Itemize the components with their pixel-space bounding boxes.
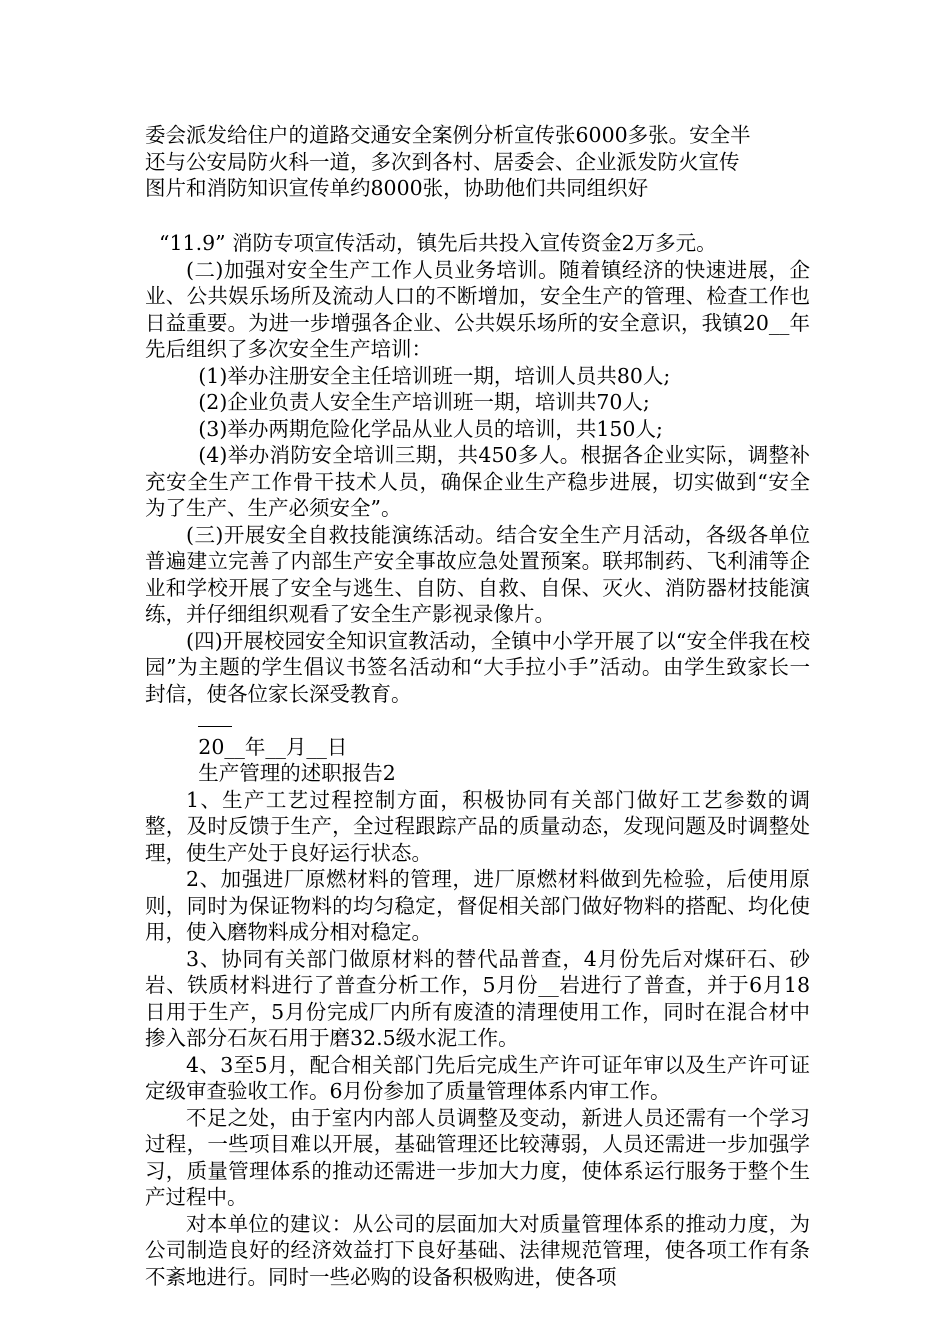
report-paragraph: 1、生产工艺过程控制方面，积极协同有关部门做好工艺参数的调整，及时反馈于生产，全过程跟踪产品的质量动态，发现问题及时调整处理，使生产处于良好运行状态。 (145, 787, 810, 865)
report-title: 生产管理的述职报告2 (198, 761, 396, 785)
top-paragraph (145, 122, 810, 202)
date-line: 20__年__月__日 (198, 734, 348, 759)
report-paragraph: 3、协同有关部门做原材料的替代品普查，4月份先后对煤矸石、砂岩、铁质材料进行了普查分析工作，5月份__岩进行了普查，并于6月18日用于生产，5月份完成厂内所有废渣的清理使用工作，同时在混合材中掺入部分石灰石用于磨32.5级水泥工作。 (145, 946, 810, 1050)
text-line: 还与公安局防火科一道，多次到各村、居委会、企业派发防火宣传 (145, 149, 740, 174)
text-line: 委会派发给住户的道路交通安全案例分析宣传张6000多张。安全半 (145, 123, 751, 147)
signature-blank (198, 708, 232, 727)
drills-paragraph: (三)开展安全自救技能演练活动。结合安全生产月活动，各级各单位普遍建立完善了内部生产安全事故应急处置预案。联邦制药、飞利浦等企业和学校开展了安全与逃生、自防、自救、自保、灭火、消防器材技能演练，并仔细组织观看了安全生产影视录像片。 (145, 522, 810, 626)
text-line: 图片和消防知识宣传单约8000张，协助他们共同组织好 (145, 176, 649, 200)
report-paragraph: 2、加强进厂原燃材料的管理，进厂原燃材料做到先检验，后使用原则，同时为保证物料的均匀稳定，督促相关部门做好物料的搭配、均化使用，使入磨物料成分相对稳定。 (145, 867, 810, 944)
signature-row (145, 707, 810, 734)
training-item: (2)企业负责人安全生产培训班一期，培训共70人; (198, 390, 650, 414)
report-paragraph: 对本单位的建议：从公司的层面加大对质量管理体系的推动力度，为公司制造良好的经济效益打下良好基础、法律规范管理，使各项工作有条不紊地进行。同时一些必购的设备积极购进，使各项 (145, 1211, 810, 1289)
training-item: (3)举办两期危险化学品从业人员的培训，共150人; (198, 416, 663, 441)
campus-paragraph: (四)开展校园安全知识宣教活动，全镇中小学开展了以“安全伴我在校园”为主题的学生倡议书签名活动和“大手拉小手”活动。由学生致家长一封信，使各位家长深受教育。 (145, 628, 810, 706)
training-item: (1)举办注册安全主任培训班一期，培训人员共80人; (198, 363, 671, 388)
fire-campaign-line: “11.9” 消防专项宣传活动，镇先后共投入宣传资金2万多元。 (159, 231, 717, 255)
report-paragraph: 不足之处，由于室内内部人员调整及变动，新进人员还需有一个学习过程，一些项目难以开展，基础管理还比较薄弱，人员还需进一步加强学习，质量管理体系的推动还需进一步加大力度，使体系运行服务于整个生产过程中。 (145, 1105, 810, 1209)
fire-training-paragraph: (4)举办消防安全培训三期，共450多人。根据各企业实际，调整补充安全生产工作骨干技术人员，确保企业生产稳步进展，切实做到“安全为了生产、生产必须安全”。 (145, 443, 810, 520)
main-body (145, 230, 810, 1290)
report-paragraph: 4、3至5月，配合相关部门先后完成生产许可证年审以及生产许可证定级审查验收工作。6月份参加了质量管理体系内审工作。 (145, 1052, 810, 1103)
training-paragraph: (二)加强对安全生产工作人员业务培训。随着镇经济的快速进展，企业、公共娱乐场所及流动人口的不断增加，安全生产的管理、检查工作也日益重要。为进一步增强各企业、公共娱乐场所的安全意识，我镇20__年先后组织了多次安全生产培训： (145, 257, 810, 361)
